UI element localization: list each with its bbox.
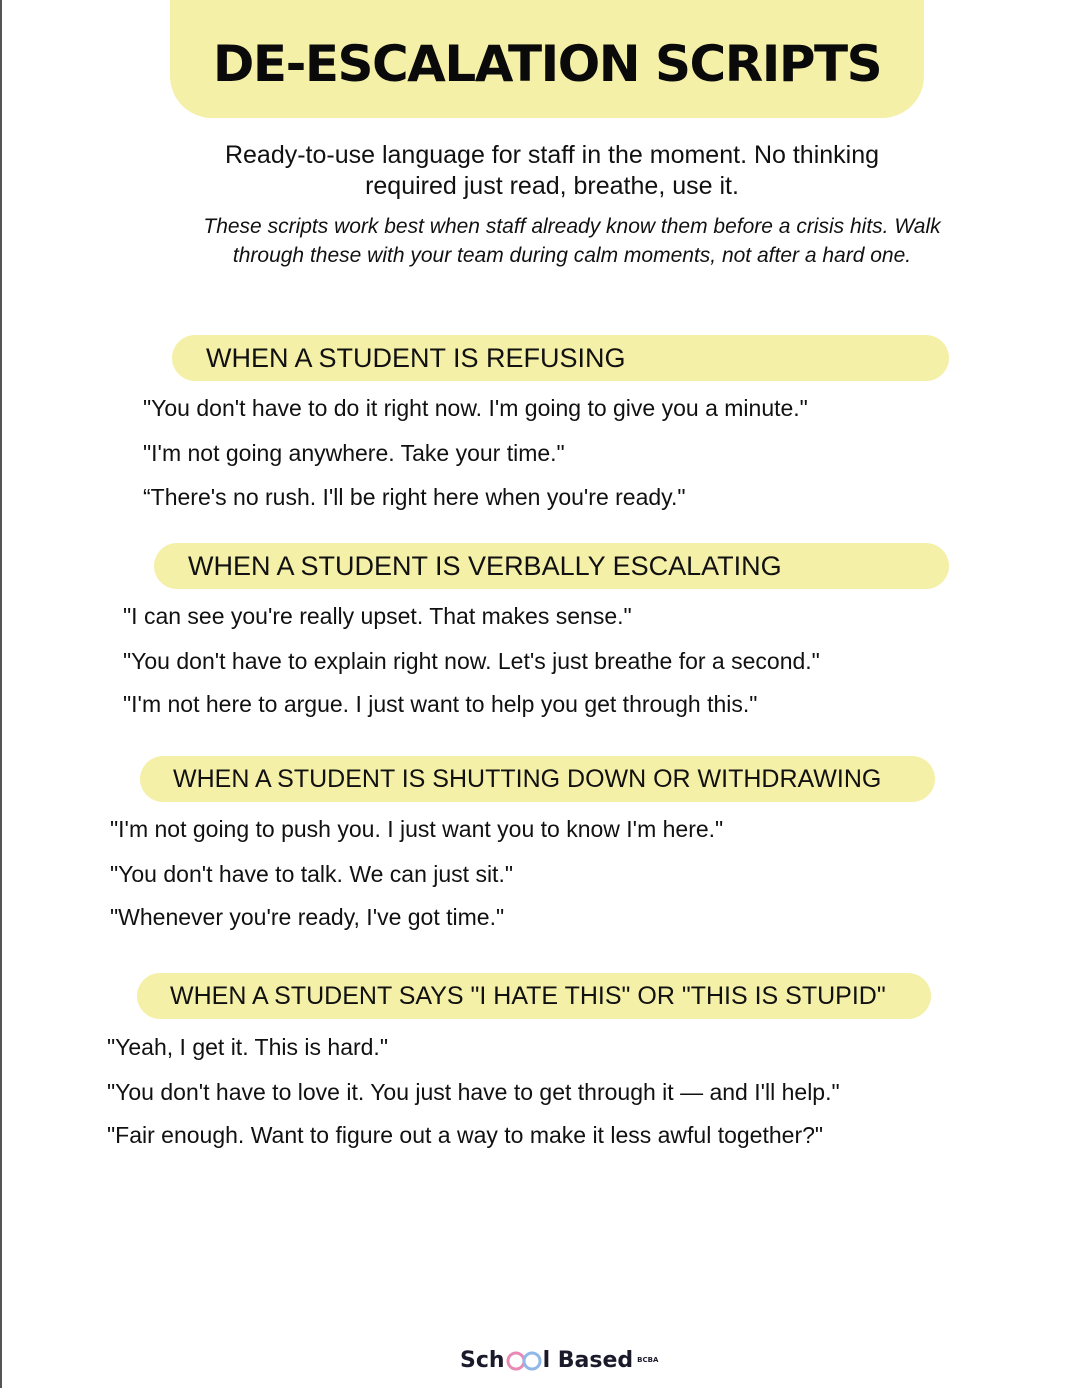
two-circles-logo-icon: [506, 1349, 542, 1371]
note-line-2: through these with your team during calm moments, not after a hard one.: [232, 244, 912, 267]
usage-note: [122, 212, 1022, 270]
school-based-logo: [460, 1340, 659, 1380]
script-line: "You don't have to explain right now. Let's just breathe for a second.": [123, 648, 820, 674]
section-heading-refusing: [172, 335, 949, 381]
note-line-1: These scripts work best when staff already know them before a crisis hits. Walk: [203, 215, 941, 238]
logo-text-part-1: Sch: [460, 1347, 505, 1373]
section-heading-label: WHEN A STUDENT IS SHUTTING DOWN OR WITHDRAWING: [173, 764, 882, 793]
section-heading-label: WHEN A STUDENT SAYS "I HATE THIS" OR "THIS IS STUPID": [170, 981, 886, 1010]
script-line: "Fair enough. Want to figure out a way to make it less awful together?": [107, 1122, 824, 1148]
script-line: "I'm not going to push you. I just want you to know I'm here.": [110, 816, 724, 842]
script-line: "Yeah, I get it. This is hard.": [107, 1034, 388, 1060]
section-heading-label: WHEN A STUDENT IS REFUSING: [206, 342, 626, 373]
script-line: "You don't have to talk. We can just sit.": [110, 861, 514, 887]
subtitle-line-2: required just read, breathe, use it.: [365, 172, 739, 200]
script-line: “There's no rush. I'll be right here when you're ready.": [143, 484, 686, 510]
script-line: "I'm not here to argue. I just want to help you get through this.": [123, 691, 758, 717]
section-heading-label: WHEN A STUDENT IS VERBALLY ESCALATING: [188, 550, 782, 581]
logo-text-part-2: l Based: [542, 1347, 634, 1373]
section-heading-i-hate-this: [137, 973, 931, 1019]
script-line: "Whenever you're ready, I've got time.": [110, 904, 505, 930]
section-heading-shutting-down: [140, 756, 935, 802]
subtitle: [122, 140, 982, 202]
section-heading-verbally-escalating: [154, 543, 949, 589]
title-banner: [170, 0, 924, 118]
script-line: "You don't have to do it right now. I'm going to give you a minute.": [143, 395, 808, 421]
script-line: "I'm not going anywhere. Take your time.": [143, 440, 565, 466]
logo-bcba-badge: BCBA: [637, 1356, 659, 1364]
page-title: DE-ESCALATION SCRIPTS: [212, 35, 882, 93]
script-line: "You don't have to love it. You just have to get through it — and I'll help.": [107, 1079, 840, 1105]
subtitle-line-1: Ready-to-use language for staff in the moment. No thinking: [224, 141, 880, 169]
script-line: "I can see you're really upset. That makes sense.": [123, 603, 632, 629]
